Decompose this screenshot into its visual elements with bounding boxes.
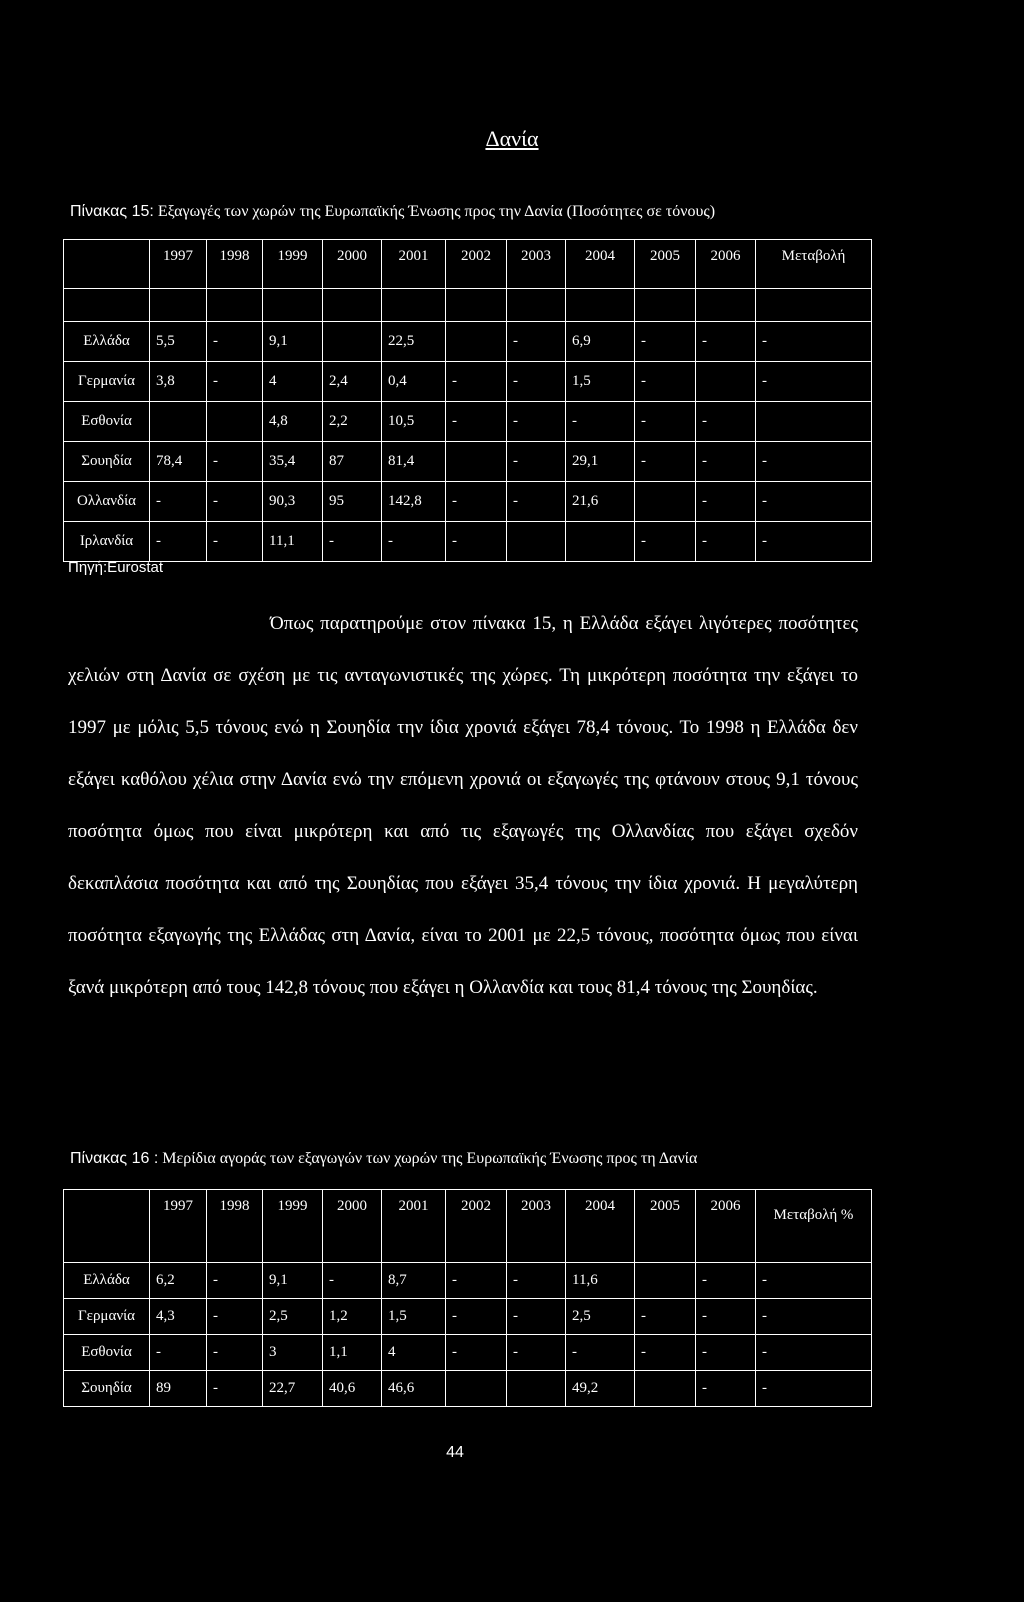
value-cell: - (635, 1335, 696, 1371)
value-cell (507, 1371, 566, 1407)
country-cell: Εσθονία (64, 1335, 150, 1371)
empty-cell (635, 289, 696, 322)
value-cell: - (756, 442, 872, 482)
value-cell: - (207, 482, 263, 522)
value-cell: - (756, 1263, 872, 1299)
value-cell: 21,6 (566, 482, 635, 522)
value-cell: - (446, 1263, 507, 1299)
value-cell: - (150, 522, 207, 562)
value-cell: 46,6 (382, 1371, 446, 1407)
header-cell (64, 1190, 150, 1263)
value-cell: 4 (263, 362, 323, 402)
value-cell: - (635, 1299, 696, 1335)
value-cell: - (635, 402, 696, 442)
header-cell: Μεταβολή % (756, 1190, 872, 1263)
value-cell: - (756, 482, 872, 522)
value-cell: - (207, 1299, 263, 1335)
value-cell: - (635, 522, 696, 562)
table-row (64, 402, 872, 442)
value-cell: 9,1 (263, 1263, 323, 1299)
empty-cell (566, 289, 635, 322)
exports-table (63, 239, 872, 562)
header-cell: 2004 (566, 1190, 635, 1263)
header-cell: 2001 (382, 1190, 446, 1263)
table-row (64, 362, 872, 402)
header-cell: 2003 (507, 1190, 566, 1263)
value-cell: 89 (150, 1371, 207, 1407)
value-cell: - (696, 482, 756, 522)
value-cell (446, 442, 507, 482)
header-cell: 2002 (446, 1190, 507, 1263)
value-cell: 49,2 (566, 1371, 635, 1407)
value-cell: - (635, 362, 696, 402)
value-cell: - (566, 402, 635, 442)
header-cell: 2002 (446, 240, 507, 289)
value-cell: 0,4 (382, 362, 446, 402)
header-cell: 2004 (566, 240, 635, 289)
analysis-paragraph (68, 598, 858, 1014)
country-cell: Ολλανδία (64, 482, 150, 522)
value-cell (323, 322, 382, 362)
value-cell: 1,5 (382, 1299, 446, 1335)
empty-cell (263, 289, 323, 322)
value-cell: 22,5 (382, 322, 446, 362)
table-row (64, 1299, 872, 1335)
value-cell: - (207, 522, 263, 562)
value-cell: 4,8 (263, 402, 323, 442)
exports-table-body (64, 240, 872, 562)
header-cell: 2005 (635, 1190, 696, 1263)
table-row (64, 522, 872, 562)
header-cell: 1997 (150, 1190, 207, 1263)
value-cell: 10,5 (382, 402, 446, 442)
analysis-text: Όπως παρατηρούμε στον πίνακα 15, η Ελλάδα εξάγει λιγότερες ποσότητες χελιών στη Δανία σε σχέση με τις ανταγωνιστικές της χώρες. Τη μικρότερη ποσότητα την εξάγει το 1997 με μόλις 5,5 τόνους ενώ η Σουηδία την ίδια χρονιά εξάγει 78,4 τόνους. Το 1998 η Ελλάδα δεν εξάγει καθόλου χέλια στην Δανία ενώ την επόμενη χρονιά οι εξαγωγές της φτάνουν στους 9,1 τόνους ποσότητα όμως που είναι μικρότερη και από τις εξαγωγές της Ολλανδίας που εξάγει σχεδόν δεκαπλάσια ποσότητα και από της Σουηδίας που εξάγει 35,4 τόνους την ίδια χρονιά. Η μεγαλύτερη ποσότητα εξαγωγής της Ελλάδας στη Δανία, είναι το 2001 με 22,5 τόνους, ποσότητα όμως που είναι ξανά μικρότερη από τους 142,8 τόνους που εξάγει η Ολλανδία και τους 81,4 τόνους της Σουηδίας. (68, 613, 858, 998)
value-cell: - (507, 402, 566, 442)
value-cell: 22,7 (263, 1371, 323, 1407)
table16-caption-label: Πίνακας 16 : (70, 1150, 159, 1167)
value-cell (150, 402, 207, 442)
value-cell: - (507, 1299, 566, 1335)
value-cell: 11,1 (263, 522, 323, 562)
value-cell: 3,8 (150, 362, 207, 402)
value-cell: - (446, 402, 507, 442)
header-cell: 2001 (382, 240, 446, 289)
value-cell: 29,1 (566, 442, 635, 482)
value-cell (635, 482, 696, 522)
table-row (64, 322, 872, 362)
value-cell: - (756, 1371, 872, 1407)
value-cell: - (696, 1371, 756, 1407)
empty-cell (756, 289, 872, 322)
value-cell: - (696, 522, 756, 562)
empty-cell (64, 289, 150, 322)
value-cell: - (446, 1299, 507, 1335)
value-cell: - (696, 442, 756, 482)
value-cell: - (566, 1335, 635, 1371)
value-cell (507, 522, 566, 562)
value-cell: 87 (323, 442, 382, 482)
empty-cell (382, 289, 446, 322)
value-cell: 8,7 (382, 1263, 446, 1299)
value-cell: - (207, 322, 263, 362)
value-cell: 9,1 (263, 322, 323, 362)
value-cell: - (696, 1335, 756, 1371)
value-cell (635, 1263, 696, 1299)
value-cell (756, 402, 872, 442)
header-row (64, 1190, 872, 1263)
table-row (64, 1263, 872, 1299)
country-cell: Γερμανία (64, 362, 150, 402)
country-cell: Σουηδία (64, 1371, 150, 1407)
value-cell: - (756, 1335, 872, 1371)
value-cell: 5,5 (150, 322, 207, 362)
value-cell: - (507, 442, 566, 482)
value-cell: - (696, 402, 756, 442)
value-cell: - (207, 1335, 263, 1371)
value-cell: 35,4 (263, 442, 323, 482)
value-cell: - (150, 1335, 207, 1371)
value-cell: - (756, 362, 872, 402)
table16-caption (70, 1150, 697, 1168)
value-cell: - (207, 442, 263, 482)
header-cell: 2006 (696, 1190, 756, 1263)
country-cell: Γερμανία (64, 1299, 150, 1335)
country-cell: Ιρλανδία (64, 522, 150, 562)
value-cell: 6,2 (150, 1263, 207, 1299)
value-cell (696, 362, 756, 402)
value-cell: - (507, 1263, 566, 1299)
value-cell (635, 1371, 696, 1407)
value-cell: 3 (263, 1335, 323, 1371)
spacer-row (64, 289, 872, 322)
header-cell (64, 240, 150, 289)
table15-caption (70, 203, 715, 221)
market-share-table (63, 1189, 872, 1407)
table-row (64, 482, 872, 522)
page-title: Δανία (485, 126, 539, 151)
value-cell (207, 402, 263, 442)
value-cell: - (696, 1263, 756, 1299)
header-cell: 1999 (263, 240, 323, 289)
table15-caption-label: Πίνακας 15: (70, 203, 154, 220)
value-cell: - (323, 1263, 382, 1299)
value-cell: 1,2 (323, 1299, 382, 1335)
value-cell: - (323, 522, 382, 562)
country-cell: Ελλάδα (64, 1263, 150, 1299)
value-cell: - (382, 522, 446, 562)
value-cell: 11,6 (566, 1263, 635, 1299)
value-cell: - (150, 482, 207, 522)
value-cell: 81,4 (382, 442, 446, 482)
header-cell: Μεταβολή (756, 240, 872, 289)
value-cell: - (507, 1335, 566, 1371)
value-cell: 2,4 (323, 362, 382, 402)
value-cell (566, 522, 635, 562)
header-cell: 1997 (150, 240, 207, 289)
table15-caption-text: Εξαγωγές των χωρών της Ευρωπαϊκής Ένωσης προς την Δανία (Ποσότητες σε τόνους) (153, 203, 716, 220)
empty-cell (696, 289, 756, 322)
empty-cell (207, 289, 263, 322)
value-cell: - (446, 482, 507, 522)
header-cell: 1998 (207, 240, 263, 289)
value-cell: 2,5 (566, 1299, 635, 1335)
empty-cell (323, 289, 382, 322)
market-share-table-body (64, 1190, 872, 1407)
header-cell: 1999 (263, 1190, 323, 1263)
value-cell: 4 (382, 1335, 446, 1371)
table-row (64, 1335, 872, 1371)
value-cell: - (635, 322, 696, 362)
page-number: 44 (446, 1444, 464, 1461)
value-cell: 78,4 (150, 442, 207, 482)
value-cell: - (756, 1299, 872, 1335)
value-cell: - (696, 1299, 756, 1335)
value-cell: - (507, 322, 566, 362)
empty-cell (446, 289, 507, 322)
value-cell: - (207, 362, 263, 402)
value-cell (446, 322, 507, 362)
value-cell: 6,9 (566, 322, 635, 362)
value-cell: 2,2 (323, 402, 382, 442)
table-row (64, 442, 872, 482)
value-cell: 40,6 (323, 1371, 382, 1407)
empty-cell (507, 289, 566, 322)
header-cell: 2003 (507, 240, 566, 289)
value-cell: 2,5 (263, 1299, 323, 1335)
value-cell: - (696, 322, 756, 362)
header-cell: 1998 (207, 1190, 263, 1263)
empty-cell (150, 289, 207, 322)
value-cell: - (756, 522, 872, 562)
country-cell: Ελλάδα (64, 322, 150, 362)
value-cell: 95 (323, 482, 382, 522)
header-row (64, 240, 872, 289)
country-cell: Σουηδία (64, 442, 150, 482)
source-note: Πηγή:Eurostat (68, 559, 164, 576)
header-cell: 2000 (323, 240, 382, 289)
value-cell: - (756, 322, 872, 362)
header-cell: 2000 (323, 1190, 382, 1263)
value-cell (446, 1371, 507, 1407)
value-cell: 1,5 (566, 362, 635, 402)
value-cell: - (507, 362, 566, 402)
value-cell: - (446, 522, 507, 562)
value-cell: - (446, 1335, 507, 1371)
value-cell: - (635, 442, 696, 482)
header-cell: 2005 (635, 240, 696, 289)
table16-caption-text: Μερίδια αγοράς των εξαγωγών των χωρών της Ευρωπαϊκής Ένωσης προς τη Δανία (158, 1150, 698, 1167)
table-row (64, 1371, 872, 1407)
value-cell: 1,1 (323, 1335, 382, 1371)
value-cell: - (207, 1263, 263, 1299)
value-cell: 142,8 (382, 482, 446, 522)
country-cell: Εσθονία (64, 402, 150, 442)
value-cell: 4,3 (150, 1299, 207, 1335)
value-cell: - (507, 482, 566, 522)
value-cell: 90,3 (263, 482, 323, 522)
value-cell: - (446, 362, 507, 402)
value-cell: - (207, 1371, 263, 1407)
header-cell: 2006 (696, 240, 756, 289)
